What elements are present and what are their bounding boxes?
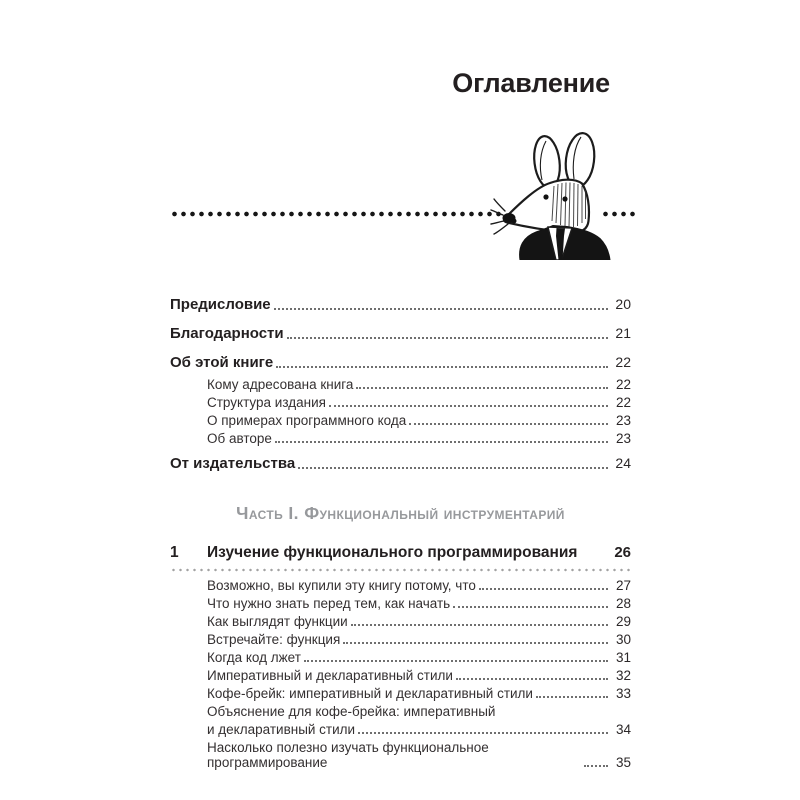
toc-entry-page: 22 [615, 395, 631, 410]
toc-row [170, 431, 631, 446]
toc-entry-label: Структура издания [207, 395, 326, 410]
toc-entry-page: 35 [615, 755, 631, 770]
toc-entry-page: 31 [615, 650, 631, 665]
chapter-entry-list [170, 578, 631, 770]
toc-row [170, 354, 631, 371]
dot-leader [298, 467, 608, 469]
toc-row [170, 395, 631, 410]
mouse-eye-right [562, 196, 567, 201]
toc-row [170, 614, 631, 629]
dot-leader [343, 642, 608, 644]
dot-leader [453, 606, 608, 608]
chapter-divider-dots [170, 568, 631, 572]
toc-entry-label: Что нужно знать перед тем, как начать [207, 596, 451, 611]
part-header: Часть I. Функциональный инструментарий [236, 503, 565, 523]
dot-leader [356, 387, 608, 389]
page-title: Оглавление [452, 68, 610, 98]
toc-entry-label: Встречайте: функция [207, 632, 341, 647]
toc-entry-label: Императивный и декларативный стили [207, 668, 453, 683]
toc-entry-page: 21 [615, 325, 631, 341]
dot-leader [584, 765, 608, 767]
chapter-title: Изучение функционального программирования [207, 544, 578, 561]
toc-entry-label: Как выглядят функции [207, 614, 348, 629]
dot-leader [304, 660, 608, 662]
front-matter-list [170, 296, 631, 472]
toc-row [170, 413, 631, 428]
mouse-eye-left [543, 194, 548, 199]
table-of-contents [170, 296, 631, 770]
toc-entry-label: Предисловие [170, 296, 271, 313]
toc-entry-page: 32 [615, 668, 631, 683]
toc-entry-label: Кофе-брейк: императивный и декларативный стили [207, 686, 533, 701]
dot-leader [358, 732, 608, 734]
toc-entry-label: Когда код лжет [207, 650, 301, 665]
toc-row [170, 377, 631, 392]
toc-entry-page: 22 [615, 377, 631, 392]
dot-leader [456, 678, 608, 680]
toc-row [170, 578, 631, 593]
toc-entry-label: Благодарности [170, 325, 284, 342]
toc-entry-label: Об авторе [207, 431, 272, 446]
toc-entry-page: 27 [615, 578, 631, 593]
toc-row [170, 455, 631, 472]
dot-leader [479, 588, 608, 590]
chapter-page-number: 26 [614, 544, 631, 561]
toc-entry-label: О примерах программного кода [207, 413, 407, 428]
dot-leader [351, 624, 608, 626]
mouse-head [504, 180, 589, 233]
toc-entry-label: Об этой книге [170, 354, 274, 371]
toc-row [170, 650, 631, 665]
toc-entry-page: 23 [615, 431, 631, 446]
toc-entry-page: 23 [615, 413, 631, 428]
toc-entry-label: Возможно, вы купили эту книгу потому, что [207, 578, 476, 593]
toc-row [170, 325, 631, 342]
dot-leader [536, 696, 608, 698]
toc-entry-label: Насколько полезно изучать функциональное программирование [207, 740, 489, 770]
chapter-number: 1 [170, 544, 179, 561]
toc-entry-label: Кому адресована книга [207, 377, 354, 392]
dot-leader [275, 441, 608, 443]
toc-entry-page: 24 [615, 455, 631, 471]
toc-row [170, 668, 631, 683]
toc-entry-page: 20 [615, 296, 631, 312]
mouse-illustration [490, 126, 633, 260]
dot-leader [287, 337, 608, 339]
toc-entry-page: 22 [615, 354, 631, 370]
toc-entry-label: и декларативный стили [207, 722, 356, 737]
toc-row [170, 740, 631, 770]
toc-row [170, 632, 631, 647]
toc-entry-label: От издательства [170, 455, 296, 472]
chapter-heading [170, 544, 631, 562]
toc-entry-page: 29 [615, 614, 631, 629]
dot-leader [329, 405, 608, 407]
dot-leader [276, 366, 608, 368]
toc-entry-page: 33 [615, 686, 631, 701]
dot-leader [274, 308, 608, 310]
toc-row [170, 686, 631, 701]
toc-row [170, 722, 631, 737]
dotted-divider-left [170, 210, 504, 218]
toc-row [170, 296, 631, 313]
dot-leader [409, 423, 608, 425]
toc-entry-page: 28 [615, 596, 631, 611]
toc-row [170, 596, 631, 611]
toc-entry-page: 30 [615, 632, 631, 647]
toc-entry-wrapped-line: Объяснение для кофе-брейка: императивный [207, 704, 496, 719]
toc-entry-page: 34 [615, 722, 631, 737]
